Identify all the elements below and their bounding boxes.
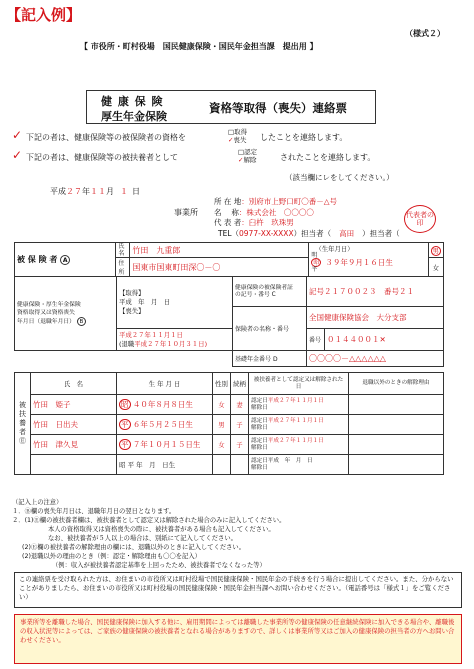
- acquire-date-cell: 【取得】 平成 年 月 日 【喪失】: [117, 277, 233, 329]
- header-relation: 続柄: [231, 373, 249, 395]
- line1-after: したことを連絡します。: [260, 133, 348, 142]
- acquire-label: 健康保険・厚生年金保険 資格取得又は資格喪失 年月日（退職年月日） B: [15, 277, 117, 351]
- insured-table: [14, 242, 444, 277]
- acquire-line: [12, 128, 472, 146]
- note-7: （例：収入が被扶養者認定基準を上回ったため、被扶養者でなくなった等）: [52, 562, 266, 569]
- form-number: （様式２）: [405, 29, 445, 38]
- table-row: 竹田 日出夫 平 ６年５月２５日生 男 子 認定日平成２７年１１月１日 解除日: [15, 415, 444, 435]
- insurer-no-label: 番号: [307, 329, 325, 351]
- sample-label: 【記入例】: [6, 6, 82, 24]
- representative-seal: 代表者の印: [404, 205, 436, 233]
- insured-label: 被 保 険 者 A: [15, 243, 116, 277]
- sex-male: 男: [428, 243, 443, 258]
- pension-number[interactable]: 〇〇〇〇－△△△△△△: [307, 351, 444, 367]
- check-note: （該当欄にレをしてください。）: [285, 173, 394, 182]
- acquire-table: [14, 276, 444, 351]
- address-label: 住所: [116, 258, 130, 277]
- note-6: (2)退職以外の理由のとき（例：認定・解除理由も〇〇を記入）: [22, 553, 201, 560]
- insurer-label: 保険者の名称・番号: [233, 307, 307, 351]
- birth-cell: （生年月日） 明 昭 平 ３９年９月１６日生: [309, 243, 428, 277]
- dependents-table: [14, 372, 444, 475]
- note-3: 本人の資格取得又は資格喪失の際に、被扶養者がある場合も記入してください。: [48, 526, 275, 533]
- line2-after: されたことを連絡します。: [280, 153, 376, 162]
- insurer-no[interactable]: ０１４４００１✕: [325, 329, 444, 351]
- dependent-name[interactable]: 竹田 日出夫: [31, 415, 117, 435]
- header-sex: 性別: [213, 373, 231, 395]
- loss-date-cell: 平成２７年１１月１日 (退職平成２７年１０月３１日): [117, 329, 233, 351]
- insurer-name[interactable]: 全国健康保険協会 大分支部: [307, 307, 444, 329]
- code-label: 健康保険の被保険者証 の記号・番号 C: [233, 277, 307, 307]
- dependent-name[interactable]: 竹田 津久見: [31, 435, 117, 455]
- warning-box: 事業所等を離職した場合、国民健康保険に加入する他に、雇用期間によっては離職した事業所等の健康保険の任意継続保険に加入できる場合や、離職後の収入状況等によっては、ご家族の健康保険の被扶養者となれる場合がありますので、詳しくは事業所等又はご加入の健康保険の担当者の方へお問い合わせください。: [14, 614, 462, 664]
- dependent-line: [12, 148, 472, 166]
- checkmark-icon: ✓: [12, 128, 23, 142]
- pension-table: [232, 350, 444, 367]
- title-left-1: 健 康 保 険: [101, 95, 164, 108]
- note-2: ２．(1)Ⓔ欄の被扶養者欄は、被扶養者として認定又は解除された場合のみに記入してください。: [12, 517, 286, 524]
- title-left-2: 厚生年金保険: [101, 110, 167, 123]
- table-row: 竹田 津久見 平 ７年１０月１５日生 女 子 認定日平成２７年１１月１日 解除日: [15, 435, 444, 455]
- insured-name[interactable]: 竹田 九重郎: [130, 243, 309, 258]
- office-block: 所 在 地：別府市上野口町〇番－△号 名 称：株式会社 〇〇〇〇 代 表 者：臼杵 玖珠男 TEL（0977-XX-XXXX）担当者（ 高田 ）担当者（: [214, 197, 400, 238]
- header-name: 氏 名: [31, 373, 117, 395]
- option-acquire[interactable]: □取得: [228, 128, 248, 136]
- checkmark-icon: ✓: [12, 148, 23, 162]
- option-cancel[interactable]: ✓解除: [238, 156, 257, 164]
- pension-label: 基礎年金番号 D: [233, 351, 307, 367]
- dependents-side-label: 被 扶 養 者 Ⓔ: [15, 373, 31, 475]
- option-loss[interactable]: ✓喪失: [228, 136, 247, 144]
- insured-address[interactable]: 国東市国東町田深〇－〇: [130, 258, 309, 277]
- office-label: 事業所: [174, 208, 198, 217]
- header-note: 【 市役所・町村役場 国民健康保険・国民年金担当課 提出用 】: [80, 42, 318, 51]
- line1-text: 下記の者は、健康保険等の被保険者の資格を: [26, 133, 186, 142]
- note-1: １．Ⓑ欄の喪失年月日は、退職年月日の翌日となります。: [12, 508, 176, 515]
- info-box: この連絡票を受け取られた方は、お住まいの市役所又は町村役場で国民健康保険・国民年金の手続きを行う場合に提出してください。また、分からないことがありましたら、お住まいの市役所又は町村役場の国民健康保険・国民年金担当課へお問い合わせください。（電話番号は「様式１」をご覧ください）: [14, 572, 462, 608]
- sex-female: 女: [428, 258, 443, 277]
- title-right: 資格等取得（喪失）連絡票: [209, 101, 347, 115]
- note-4: なお、被扶養者が５人以上の場合は、別紙にて記入してください。: [48, 535, 237, 542]
- notes-head: （記入上の注意）: [12, 499, 63, 506]
- insured-birth: ３９年９月１６日生: [325, 258, 393, 267]
- dependent-name[interactable]: 竹田 姫子: [31, 395, 117, 415]
- dependent-name[interactable]: [31, 455, 117, 475]
- insurance-code[interactable]: 記号２１７００２３ 番号２１: [307, 277, 444, 307]
- name-label: 氏名: [116, 243, 130, 258]
- header-reason: 退職以外のときの解除理由: [349, 373, 444, 395]
- note-5: (2)Ⓔ欄の被扶養者の解除理由の欄には、退職以外のときに記入してください。: [22, 544, 246, 551]
- notes-section: [12, 498, 462, 570]
- header-cert: 被扶養者として認定又は解除された日: [249, 373, 349, 395]
- submit-date: 平成２７年１１月 １ 日: [50, 187, 140, 196]
- title-box: [86, 90, 376, 124]
- table-row: 昭 平 年 月 日生 認定日平成 年 月 日 解除日: [15, 455, 444, 475]
- option-certify[interactable]: □認定: [238, 148, 258, 156]
- table-row: 竹田 姫子 昭 ４０年８月８日生 女 妻 認定日平成２７年１１月１日 解除日: [15, 395, 444, 415]
- header-birth: 生 年 月 日: [117, 373, 213, 395]
- line2-text: 下記の者は、健康保険等の被扶養者として: [26, 153, 178, 162]
